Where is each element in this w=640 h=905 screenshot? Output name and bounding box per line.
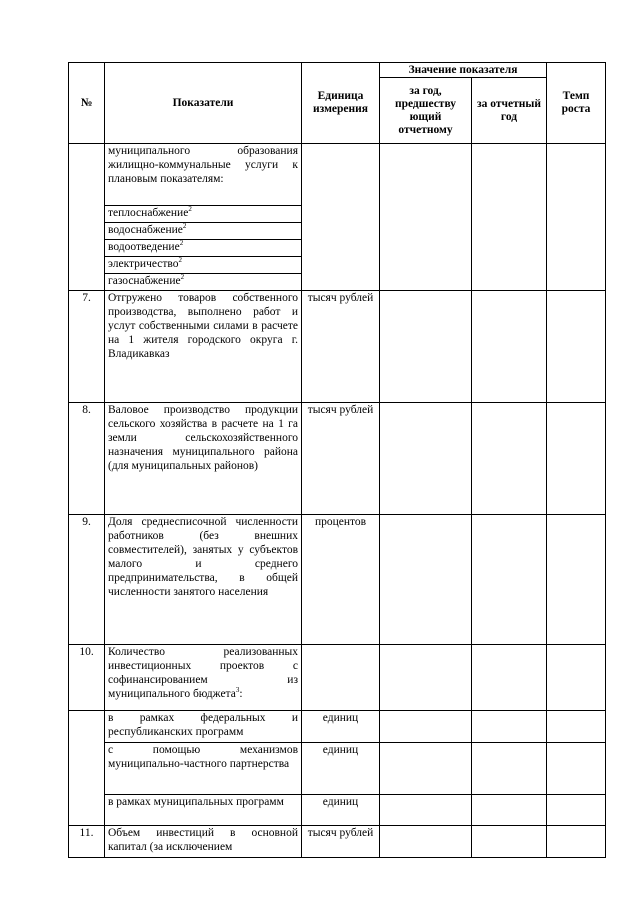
header-unit: Единица измерения	[302, 63, 380, 144]
row11-unit: тысяч рублей	[302, 826, 380, 858]
header-indicators: Показатели	[105, 63, 302, 144]
row10-sub-municipal-unit: единиц	[302, 795, 380, 826]
row6-sub-heat: теплоснабжение$^2$	[105, 206, 302, 223]
row6-text: муниципального образования жилищно-коммунальные услуги к плановым показателям:	[105, 144, 302, 206]
row8-text: Валовое производство продукции сельского хозяйства в расчете на 1 га земли сельскохозяйственного назначения муниципального района (для муниципальных районов)	[105, 403, 302, 515]
header-number: №	[69, 63, 105, 144]
row6-sub-gas: газоснабжение$^2$	[105, 274, 302, 291]
header-value-group: Значение показателя	[380, 63, 547, 78]
row11-number: 11.	[69, 826, 105, 858]
header-prev-year: за год, предшеству ющий отчетному	[380, 78, 472, 144]
table-row	[69, 291, 606, 403]
row8-number: 8.	[69, 403, 105, 515]
row6-sub-water: водоснабжение$^2$	[105, 223, 302, 240]
table-row	[69, 711, 606, 743]
row7-unit: тысяч рублей	[302, 291, 380, 403]
row10-number: 10.	[69, 645, 105, 711]
table-row	[69, 515, 606, 645]
row6-number-cell	[69, 144, 105, 291]
table-row	[69, 743, 606, 795]
row8-unit: тысяч рублей	[302, 403, 380, 515]
header-growth: Темп роста	[547, 63, 606, 144]
row10-sub-partnership: с помощью механизмов муниципально-частного партнерства	[105, 743, 302, 795]
row9-number: 9.	[69, 515, 105, 645]
row10-sub-federal-unit: единиц	[302, 711, 380, 743]
row10-text: Количество реализованных инвестиционных проектов с софинансированием из муниципального бюджета$^3$:	[105, 645, 302, 711]
row11-text: Объем инвестиций в основной капитал (за исключением	[105, 826, 302, 858]
row10-sub-federal: в рамках федеральных и республиканских программ	[105, 711, 302, 743]
row7-text: Отгружено товаров собственного производства, выполнено работ и услут собственными силами в расчете на 1 жителя городского округа г. Владикавказ	[105, 291, 302, 403]
row9-unit: процентов	[302, 515, 380, 645]
table-row	[69, 795, 606, 826]
header-report-year: за отчетный год	[472, 78, 547, 144]
row10-sub-municipal: в рамках муниципальных программ	[105, 795, 302, 826]
row10-sub-partnership-unit: единиц	[302, 743, 380, 795]
row9-text: Доля среднесписочной численности работников (без внешних совместителей), занятых у субъектов малого и среднего предпринимательства, в общей численности занятого населения	[105, 515, 302, 645]
row6-sub-electricity: электричество$^2$	[105, 257, 302, 274]
row6-unit-cell	[302, 144, 380, 291]
row7-number: 7.	[69, 291, 105, 403]
row6-sub-drainage: водоотведение$^2$	[105, 240, 302, 257]
table-row	[69, 826, 606, 858]
table-row	[69, 403, 606, 515]
table-row	[69, 645, 606, 711]
indicators-table	[68, 62, 606, 858]
